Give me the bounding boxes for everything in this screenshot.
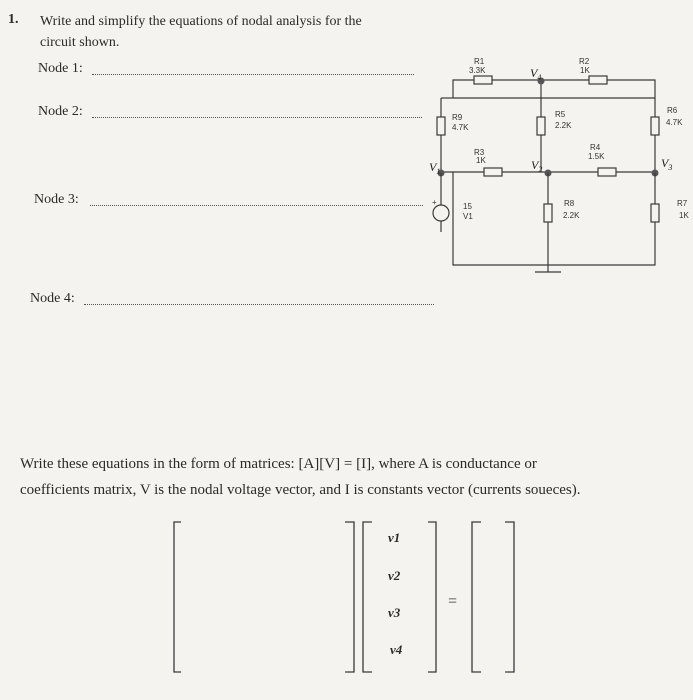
node-4-label: Node 4: (30, 291, 75, 306)
R1-value: 3.3K (469, 66, 486, 75)
vector-entry-v1: v1 (388, 530, 401, 545)
resistor-R3 (484, 168, 502, 176)
source-value: 15 (463, 202, 472, 211)
matrix-instructions (20, 451, 690, 503)
vector-entry-v4: v4 (390, 642, 403, 657)
source-name: V1 (463, 212, 473, 221)
vector-entry-v3: v3 (388, 605, 401, 620)
matrix-instructions-line-1: Write these equations in the form of matrices: [A][V] = [I], where A is conductance or (20, 456, 537, 472)
v3-label: $V_3$ (661, 156, 673, 172)
node-3-label: Node 3: (34, 192, 79, 207)
node-4-answer-line[interactable] (84, 304, 434, 305)
matrix-equation (0, 510, 693, 700)
resistor-R4 (598, 168, 616, 176)
question-number: 1. (8, 12, 19, 27)
equals-sign: = (448, 593, 458, 610)
v2-label: $V_2$ (531, 158, 543, 174)
R7-name: R7 (677, 199, 688, 208)
R9-name: R9 (452, 113, 463, 122)
source-plus: + (432, 198, 437, 207)
vector-entry-v2: v2 (388, 568, 401, 583)
matrix-a-right-bracket (345, 522, 354, 672)
node-1-label: Node 1: (38, 61, 83, 76)
vector-v-right-bracket (428, 522, 436, 672)
wire-bottom-loop (453, 172, 655, 265)
matrix-a-left-bracket (174, 522, 181, 672)
resistor-R8 (544, 204, 552, 222)
question-line-1: Write and simplify the equations of nodal analysis for the (40, 14, 362, 29)
vector-i-left-bracket (472, 522, 481, 672)
resistor-R5 (537, 117, 545, 135)
R9-value: 4.7K (452, 123, 469, 132)
R3-name: R3 (474, 148, 485, 157)
R4-value: 1.5K (588, 152, 605, 161)
R5-value: 2.2K (555, 121, 572, 130)
R2-value: 1K (580, 66, 590, 75)
resistor-R7 (651, 204, 659, 222)
R1-name: R1 (474, 57, 485, 66)
voltage-source-symbol (433, 205, 449, 221)
matrix-instructions-line-2: coefficients matrix, V is the nodal voltage vector, and I is constants vector (currents soueces). (20, 482, 581, 498)
question-line-2: circuit shown. (40, 35, 120, 50)
wire-top-left (453, 80, 541, 98)
v4-label: $V_4$ (530, 66, 542, 82)
R4-name: R4 (590, 143, 601, 152)
R6-value: 4.7K (666, 118, 683, 127)
node-2-label: Node 2: (38, 104, 83, 119)
v1-label: $V_1$ (429, 160, 441, 176)
R2-name: R2 (579, 57, 590, 66)
resistor-R2 (589, 76, 607, 84)
circuit-diagram (0, 0, 693, 300)
R8-name: R8 (564, 199, 575, 208)
vector-i-right-bracket (505, 522, 514, 672)
vector-v-left-bracket (363, 522, 372, 672)
R8-value: 2.2K (563, 211, 580, 220)
resistor-R1 (474, 76, 492, 84)
R5-name: R5 (555, 110, 566, 119)
R7-value: 1K (679, 211, 689, 220)
resistor-R6 (651, 117, 659, 135)
R3-value: 1K (476, 156, 486, 165)
R6-name: R6 (667, 106, 678, 115)
resistor-R9 (437, 117, 445, 135)
